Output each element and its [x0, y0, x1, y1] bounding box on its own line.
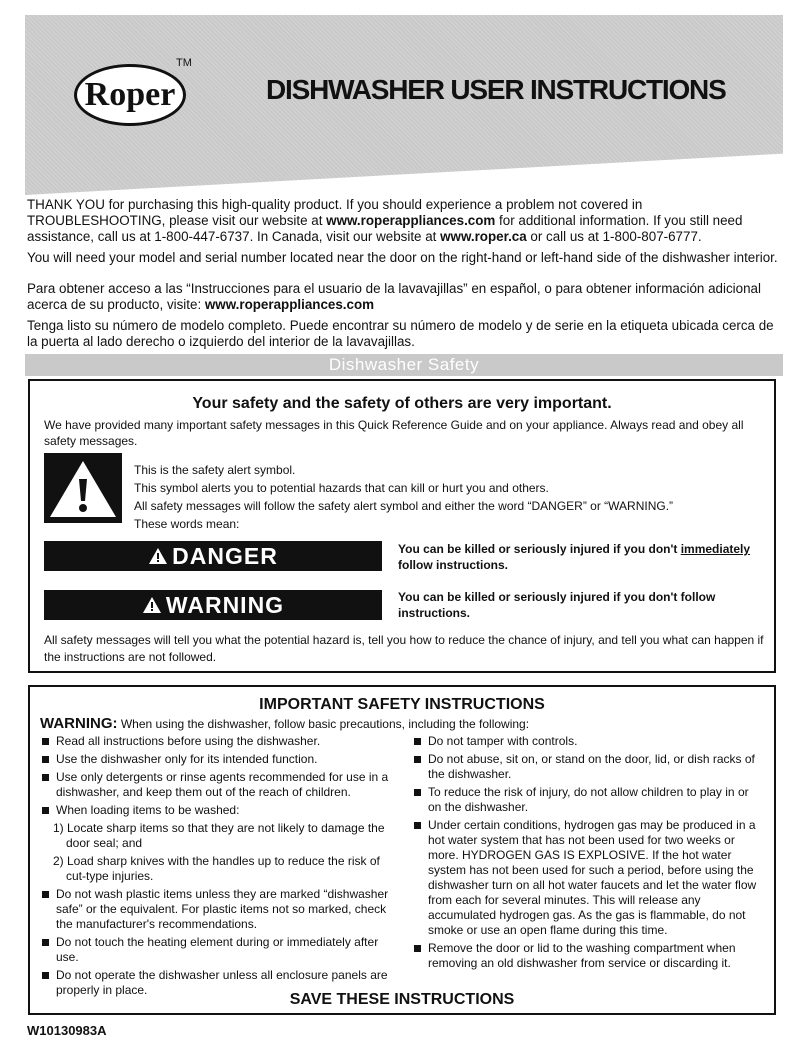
warning-triangle-icon — [142, 596, 162, 614]
danger-label: DANGER — [172, 542, 278, 569]
list-item: Use the dishwasher only for its intended function. — [40, 752, 402, 767]
instructions-box — [28, 685, 776, 1015]
safety-footer: All safety messages will tell you what the potential hazard is, tell you how to reduce the chance of injury, and tell you what can happen if the instructions are not followed. — [44, 633, 764, 664]
part-number: W10130983A — [27, 1023, 107, 1038]
safety-heading: Your safety and the safety of others are very important. — [192, 395, 612, 412]
intro-paragraph-1: THANK YOU for purchasing this high-quality product. If you should experience a problem not covered in TROUBLESHOOTING, please visit our website at www.roperappliances.com for additional information. If you still need assistance, call us at 1-800-447-6737. In Canada, visit our website at www.roper.ca or call us at 1-800-807-6777. — [27, 197, 743, 244]
canada-website-link: www.roper.ca — [440, 229, 527, 244]
intro-english — [27, 197, 779, 271]
list-item: Do not touch the heating element during or immediately after use. — [40, 935, 402, 965]
page-title: DISHWASHER USER INSTRUCTIONS — [266, 74, 726, 105]
sub-item: 1) Locate sharp items so that they are not likely to damage the door seal; and — [53, 821, 385, 850]
list-item: Do not operate the dishwasher unless all enclosure panels are properly in place. — [40, 968, 402, 998]
warning-label: WARNING — [165, 591, 285, 618]
list-item: When loading items to be washed: — [40, 803, 402, 818]
roper-logo — [74, 64, 186, 126]
intro-spanish — [27, 281, 779, 355]
warning-text: You can be killed or seriously injured if you don't follow instructions. — [398, 590, 716, 620]
warning-line: WARNING: When using the dishwasher, follow basic precautions, including the following: — [40, 715, 530, 732]
list-item: Read all instructions before using the dishwasher. — [40, 734, 402, 749]
instructions-heading: IMPORTANT SAFETY INSTRUCTIONS — [259, 696, 545, 713]
list-item: Under certain conditions, hydrogen gas may be produced in a hot water system that has not been used for two weeks or more. HYDROGEN GAS IS EXPLOSIVE. If the hot water system has not been used for such a period, before using the dishwasher turn on all hot water faucets and let the water flow from each for several minutes. This will release any accumulated hydrogen gas. As the gas is flammable, do not smoke or use an open flame during this time. — [412, 818, 764, 938]
warning-banner — [44, 590, 382, 620]
section-title: Dishwasher Safety — [328, 355, 480, 374]
intro-paragraph-4: Tenga listo su número de modelo completo. Puede encontrar su número de modelo y de serie en la etiqueta ubicada cerca de la puerta al lado derecho o izquierdo del interior de la lavavajillas. — [27, 318, 774, 349]
list-item: Remove the door or lid to the washing compartment when removing an old dishwasher from service or discarding it. — [412, 941, 764, 971]
list-item: Do not tamper with controls. — [412, 734, 764, 749]
alert-explanation — [134, 461, 754, 533]
safety-box — [28, 379, 776, 673]
alert-line: This is the safety alert symbol. — [134, 463, 296, 477]
warning-triangle-icon — [148, 547, 168, 565]
website-link: www.roperappliances.com — [326, 213, 496, 228]
list-item: Do not abuse, sit on, or stand on the door, lid, or dish racks of the dishwasher. — [412, 752, 764, 782]
instructions-right-column — [412, 734, 764, 974]
intro-paragraph-3: Para obtener acceso a las “Instrucciones para el usuario de la lavavajillas” en español, o para obtener información adicional acerca de su producto, visite: www.roperappliances.com — [27, 281, 761, 312]
alert-line: These words mean: — [134, 517, 240, 531]
spanish-website-link: www.roperappliances.com — [204, 297, 375, 312]
alert-line: All safety messages will follow the safety alert symbol and either the word “DANGER” or “WARNING.” — [134, 499, 674, 513]
section-divider — [25, 354, 783, 376]
list-item: Do not wash plastic items unless they are marked “dishwasher safe” or the equivalent. For plastic items not so marked, check the manufacturer's recommendations. — [40, 887, 402, 932]
trademark-mark: TM — [176, 57, 192, 69]
save-instructions-heading: SAVE THESE INSTRUCTIONS — [289, 991, 515, 1008]
intro-paragraph-2: You will need your model and serial number located near the door on the right-hand or left-hand side of the dishwasher interior. — [27, 250, 778, 265]
safety-alert-icon — [44, 453, 122, 523]
alert-line: This symbol alerts you to potential hazards that can kill or hurt you and others. — [134, 481, 549, 495]
danger-banner — [44, 541, 382, 571]
safety-intro: We have provided many important safety messages in this Quick Reference Guide and on your appliance. Always read and obey all safety messages. — [44, 418, 744, 448]
instructions-left-column — [40, 734, 402, 1001]
list-item: To reduce the risk of injury, do not allow children to play in or on the dishwasher. — [412, 785, 764, 815]
sub-item: 2) Load sharp knives with the handles up to reduce the risk of cut-type injuries. — [53, 854, 380, 883]
danger-text: You can be killed or seriously injured if you don't immediately follow instructions. — [398, 542, 751, 572]
logo-text: Roper — [84, 76, 176, 113]
list-item: Use only detergents or rinse agents recommended for use in a dishwasher, and keep them out of the reach of children. — [40, 770, 402, 800]
